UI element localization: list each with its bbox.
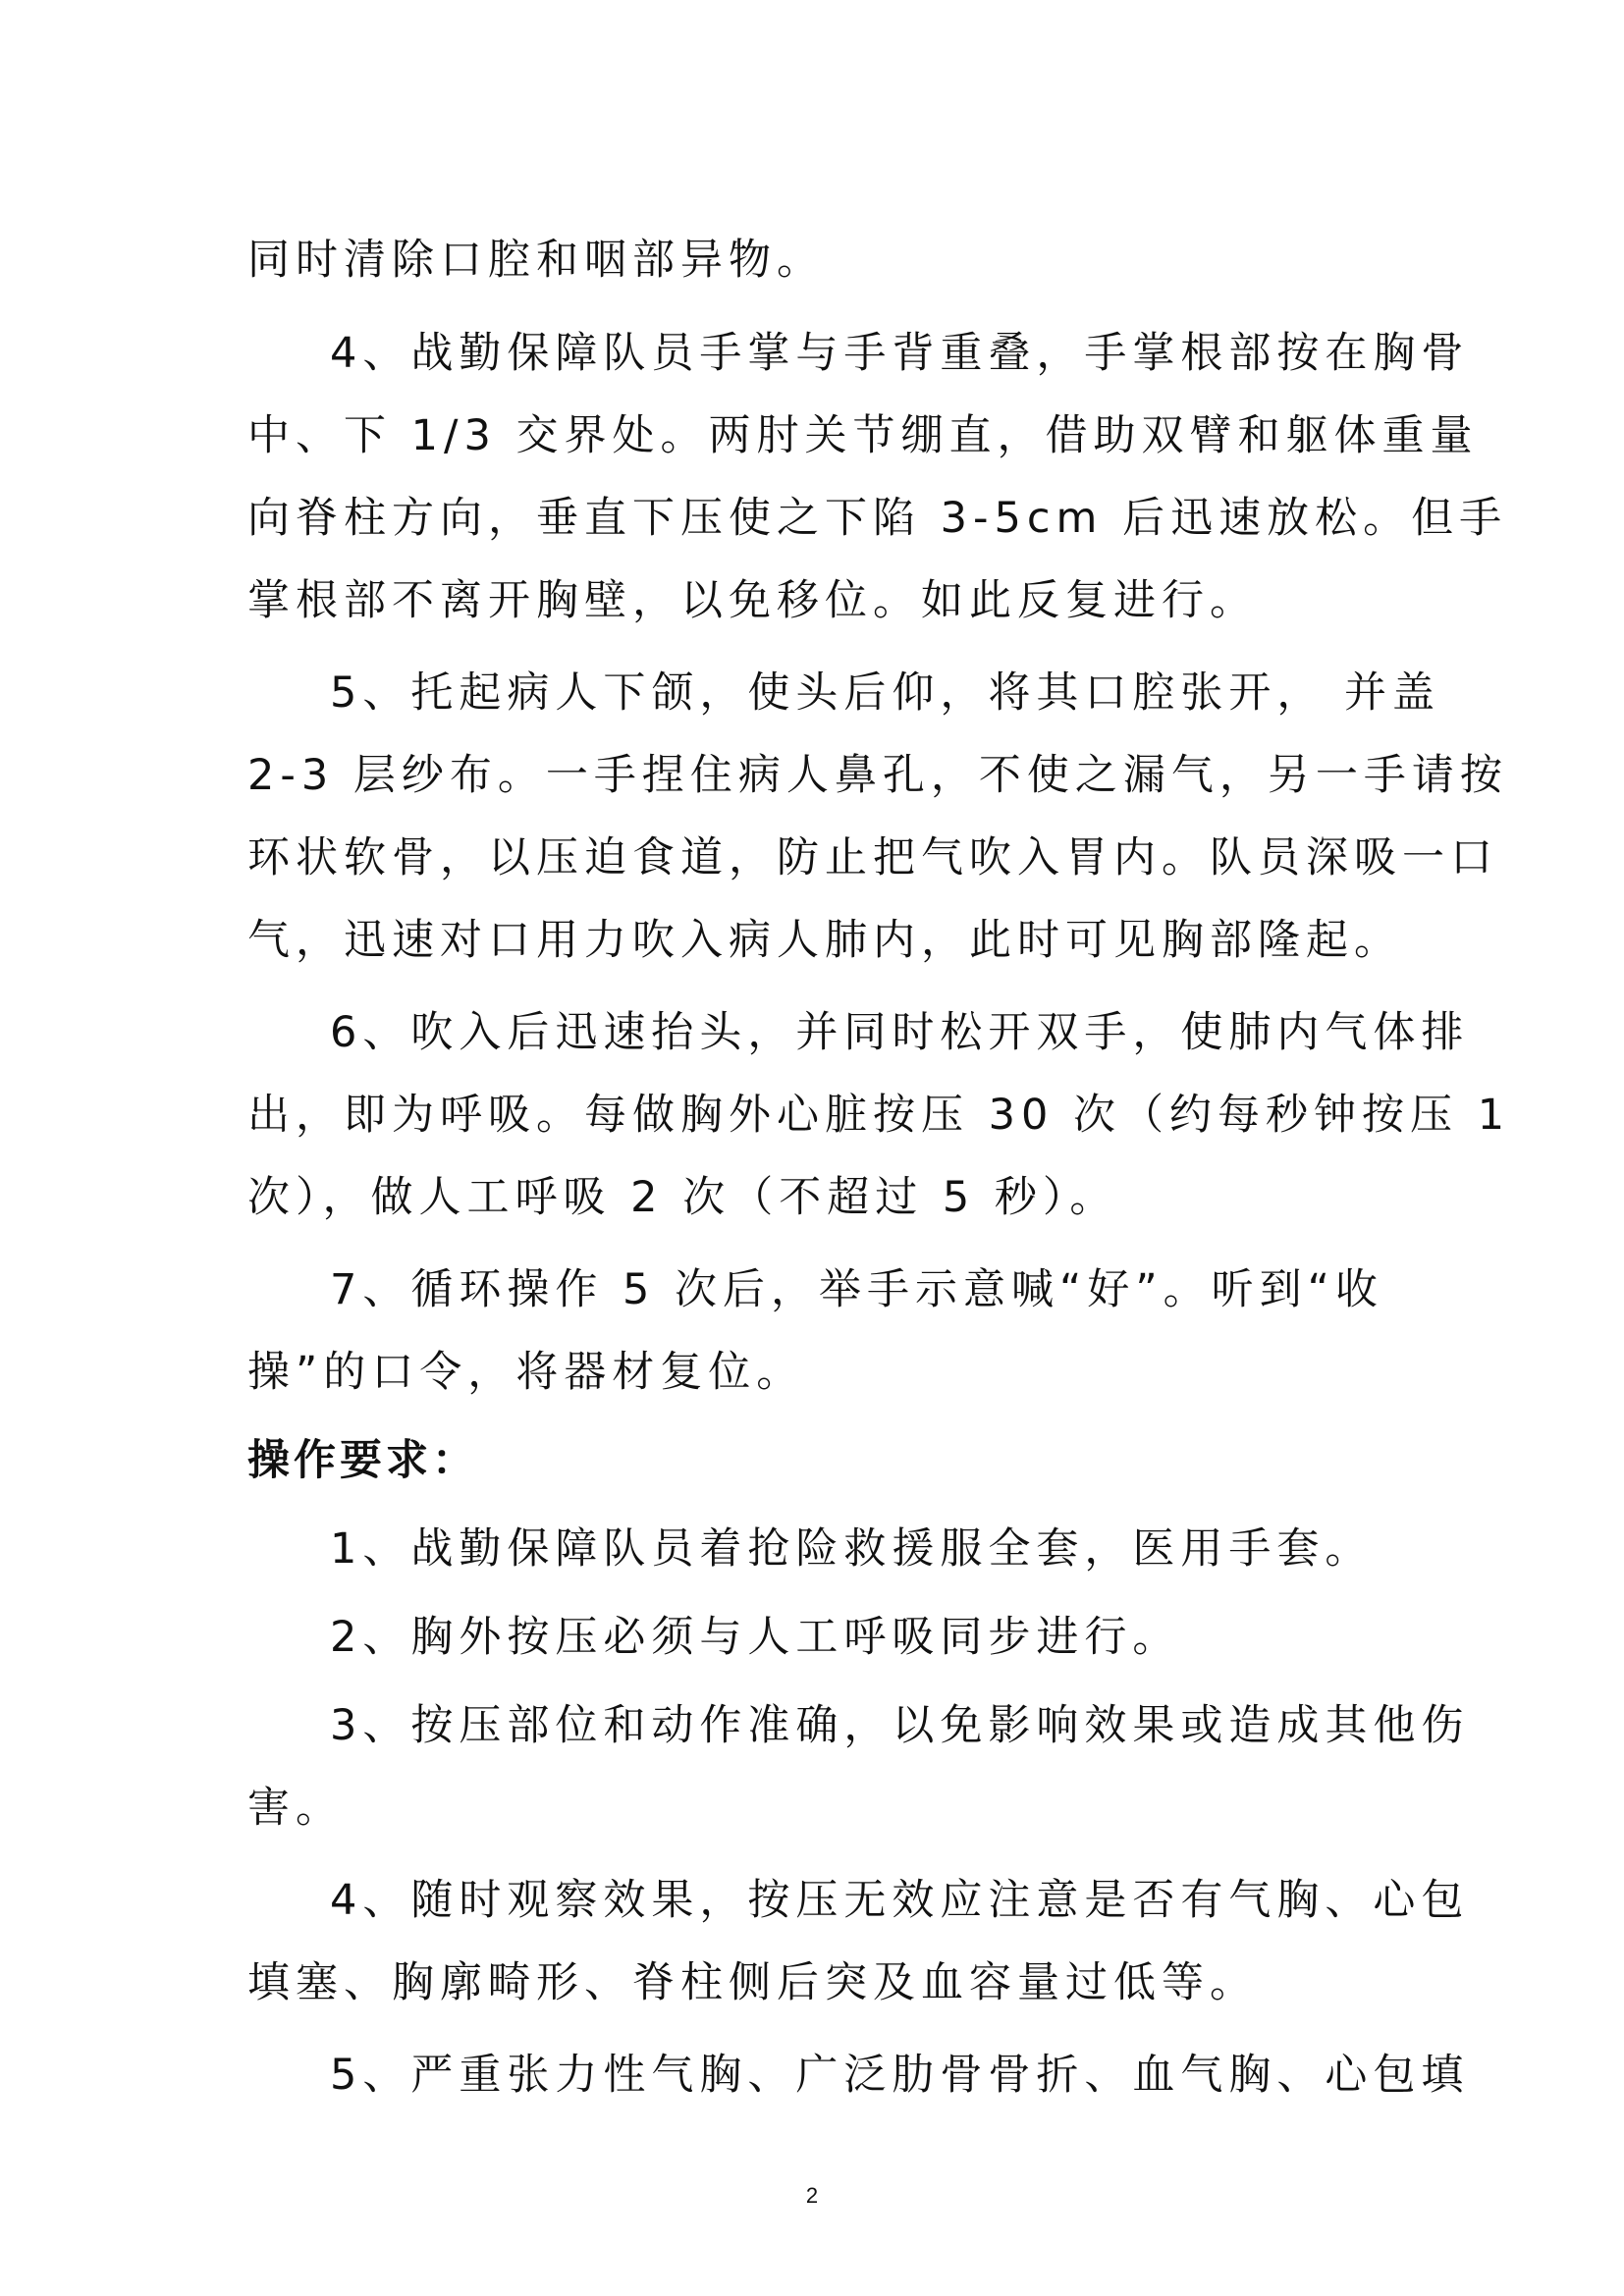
text-line: 掌根部不离开胸壁，以免移位。如此反复进行。 <box>247 576 1258 625</box>
text-line: 2-3 层纱布。一手捏住病人鼻孔，不使之漏气，另一手请按 <box>247 751 1508 800</box>
text-line: 3、按压部位和动作准确，以免影响效果或造成其他伤 <box>330 1701 1470 1750</box>
text-line: 出，即为呼吸。每做胸外心脏按压 30 次（约每秒钟按压 1 <box>247 1091 1511 1140</box>
text-line: 害。 <box>247 1784 344 1833</box>
text-line: 1、战勤保障队员着抢险救援服全套，医用手套。 <box>330 1524 1374 1574</box>
text-line: 4、战勤保障队员手掌与手背重叠，手掌根部按在胸骨 <box>330 329 1470 378</box>
text-line: 7、循环操作 5 次后，举手示意喊“好”。听到“收 <box>330 1265 1383 1314</box>
text-line: 5、托起病人下颌，使头后仰，将其口腔张开， 并盖 <box>330 668 1441 718</box>
text-line: 2、胸外按压必须与人工呼吸同步进行。 <box>330 1613 1181 1662</box>
text-line: 同时清除口腔和咽部异物。 <box>247 236 825 285</box>
text-line: 填塞、胸廓畸形、脊柱侧后突及血容量过低等。 <box>247 1958 1258 2007</box>
text-line: 6、吹入后迅速抬头，并同时松开双手，使肺内气体排 <box>330 1008 1470 1057</box>
text-line: 操”的口令，将器材复位。 <box>247 1348 805 1397</box>
text-line: 次），做人工呼吸 2 次（不超过 5 秒）。 <box>247 1173 1118 1222</box>
section-heading: 操作要求： <box>247 1436 478 1485</box>
text-line: 环状软骨，以压迫食道，防止把气吹入胃内。队员深吸一口 <box>247 833 1498 882</box>
text-line: 向脊柱方向，垂直下压使之下陷 3-5cm 后迅速放松。但手 <box>247 494 1508 543</box>
text-line: 气，迅速对口用力吹入病人肺内，此时可见胸部隆起。 <box>247 916 1402 965</box>
page-number: 2 <box>805 2183 819 2208</box>
text-line: 中、下 1/3 交界处。两肘关节绷直，借助双臂和躯体重量 <box>247 411 1479 460</box>
text-line: 5、严重张力性气胸、广泛肋骨骨折、血气胸、心包填 <box>330 2051 1470 2100</box>
text-line: 4、随时观察效果，按压无效应注意是否有气胸、心包 <box>330 1876 1470 1925</box>
